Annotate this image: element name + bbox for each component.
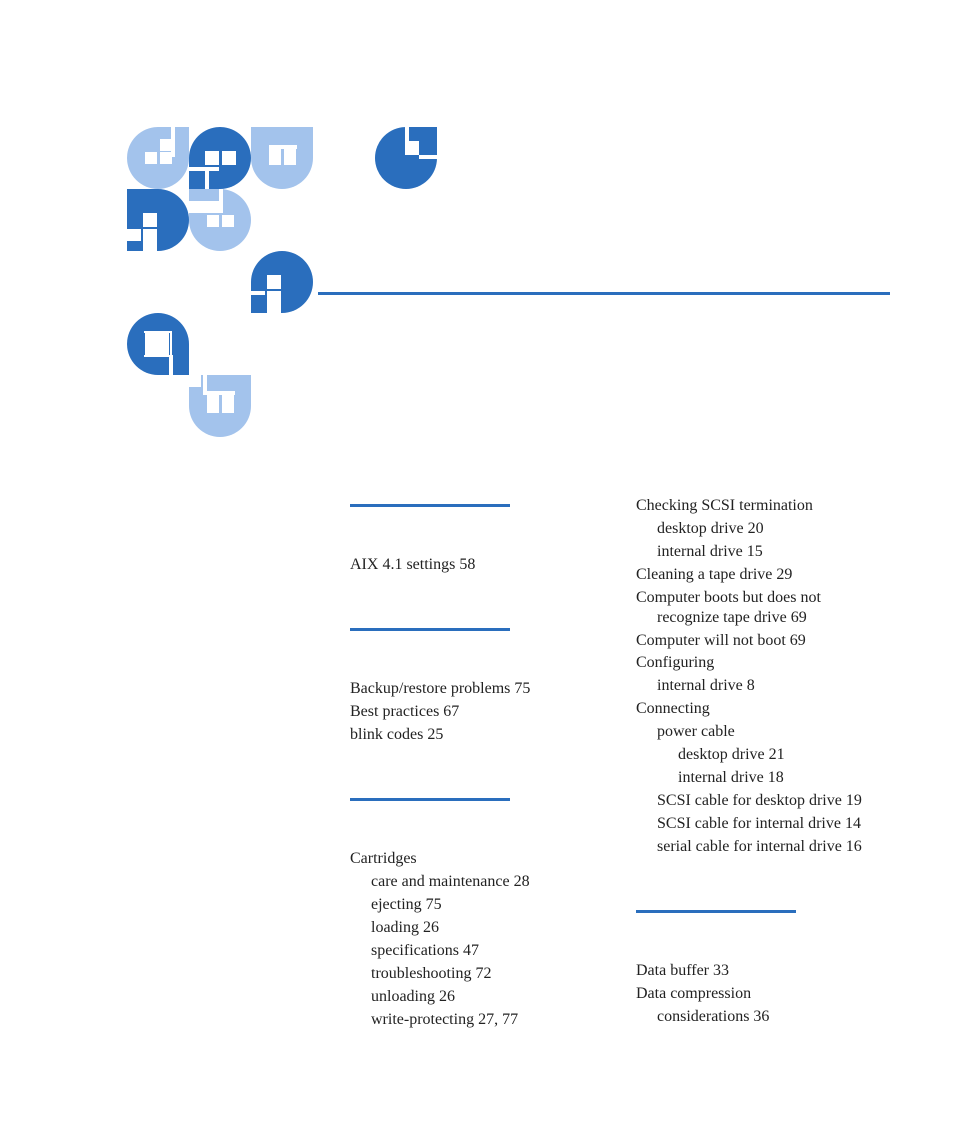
- index-subentry: loading 26: [371, 919, 439, 936]
- index-entry: Best practices 67: [350, 703, 460, 720]
- index-entry: Checking SCSI termination: [636, 497, 813, 514]
- index-subentry: SCSI cable for internal drive 14: [657, 815, 861, 832]
- index-subentry: considerations 36: [657, 1008, 770, 1025]
- index-entry: Data compression: [636, 985, 752, 1002]
- index-entry: Computer boots but does not: [636, 589, 821, 606]
- index-subentry: ejecting 75: [371, 896, 442, 913]
- index-subsubentry: desktop drive 21: [678, 746, 785, 763]
- index-subentry: specifications 47: [371, 942, 479, 959]
- tile-dark-3: [251, 251, 313, 313]
- tile-dark-q: [375, 127, 437, 189]
- tile-light-2: [251, 127, 313, 189]
- index-entry: Cartridges: [350, 850, 417, 867]
- index-entry: Backup/restore problems 75: [350, 680, 531, 697]
- index-entry: Computer will not boot 69: [636, 632, 806, 649]
- index-subentry: recognize tape drive 69: [657, 609, 807, 626]
- section-rule-a: [350, 504, 510, 507]
- index-subentry: unloading 26: [371, 988, 455, 1005]
- tile-light-3: [189, 189, 251, 251]
- index-subentry: power cable: [657, 723, 735, 740]
- index-subentry: troubleshooting 72: [371, 965, 492, 982]
- tile-dark-2: [127, 189, 189, 251]
- index-entry: Data buffer 33: [636, 962, 729, 979]
- index-subentry: SCSI cable for desktop drive 19: [657, 792, 862, 809]
- index-entry: blink codes 25: [350, 726, 444, 743]
- logo-pattern: [0, 0, 954, 470]
- tile-dark-1: [189, 127, 251, 189]
- index-entry: AIX 4.1 settings 58: [350, 556, 476, 573]
- tile-dark-4: [127, 313, 189, 375]
- index-entry: Configuring: [636, 654, 715, 671]
- section-rule-c: [350, 798, 510, 801]
- index-subentry: desktop drive 20: [657, 520, 764, 537]
- header-rule: [318, 292, 890, 295]
- index-subsubentry: internal drive 18: [678, 769, 784, 786]
- index-subentry: write-protecting 27, 77: [371, 1011, 519, 1028]
- index-entry: Cleaning a tape drive 29: [636, 566, 793, 583]
- index-subentry: internal drive 15: [657, 543, 763, 560]
- index-subentry: serial cable for internal drive 16: [657, 838, 862, 855]
- index-entry: Connecting: [636, 700, 710, 717]
- tile-light-1: [127, 127, 189, 189]
- index-subentry: internal drive 8: [657, 677, 755, 694]
- section-rule-d: [636, 910, 796, 913]
- tile-light-4: [189, 375, 251, 437]
- section-rule-b: [350, 628, 510, 631]
- index-subentry: care and maintenance 28: [371, 873, 530, 890]
